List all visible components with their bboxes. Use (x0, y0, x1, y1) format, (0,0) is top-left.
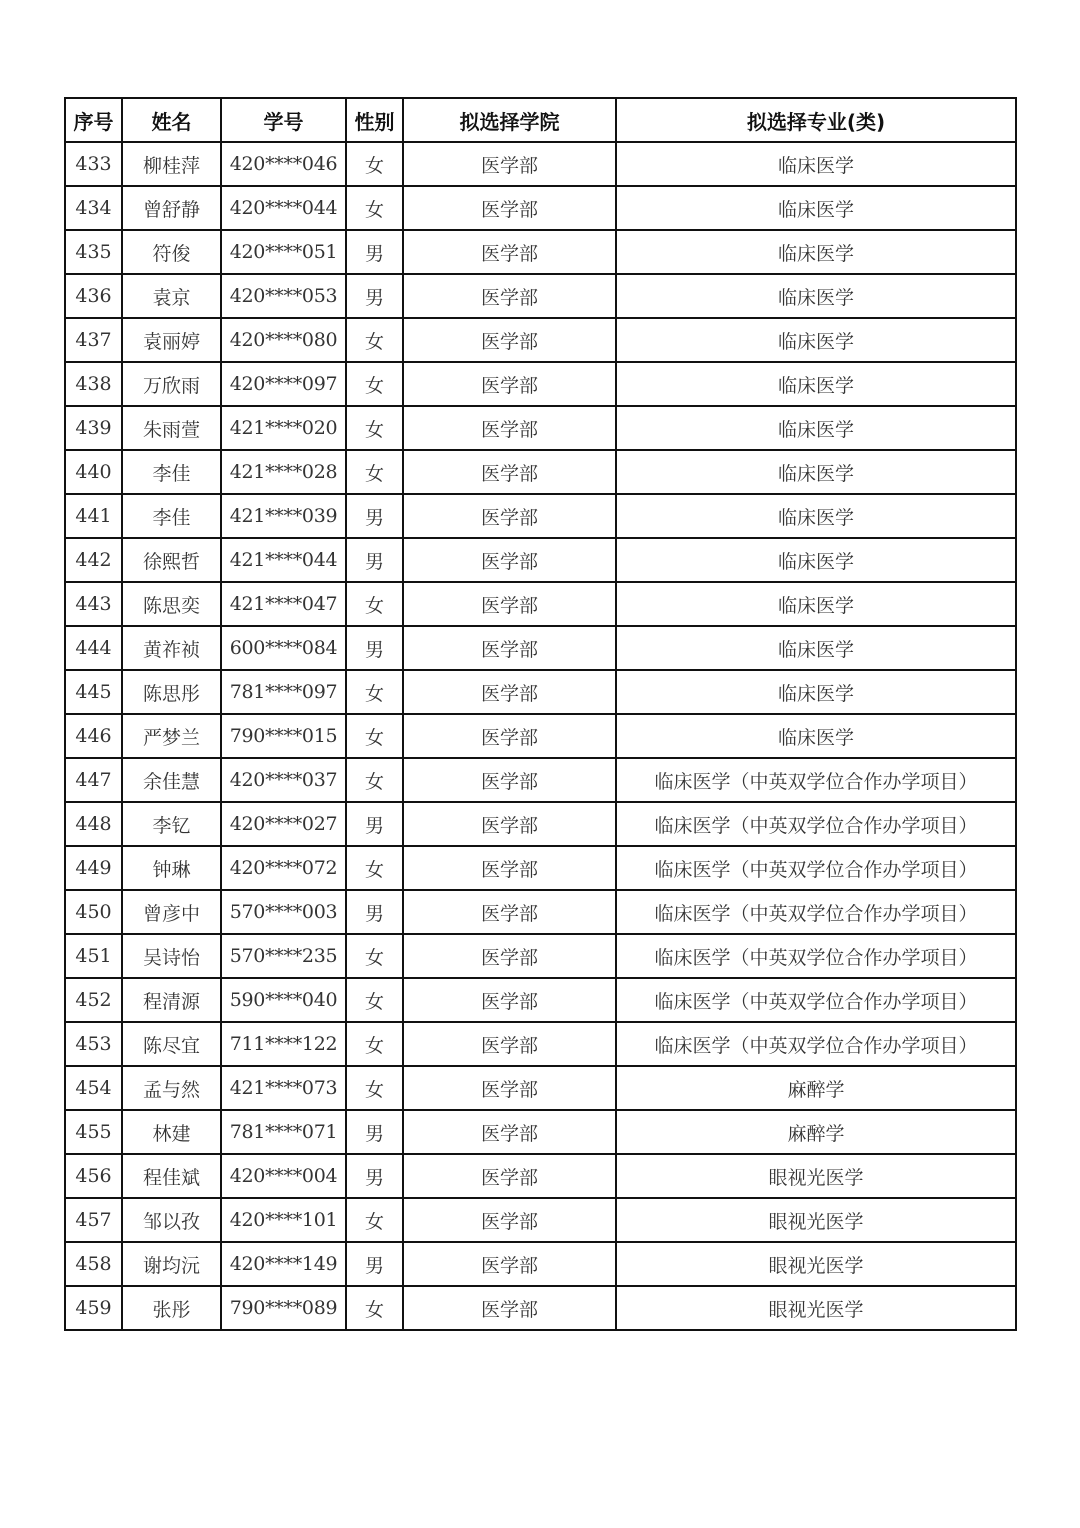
cell-college: 医学部 (403, 274, 616, 318)
cell-student-id: 421****039 (221, 494, 346, 538)
table-row (65, 406, 1016, 450)
cell-gender: 女 (346, 1066, 403, 1110)
cell-major: 临床医学 (616, 626, 1016, 670)
table-row (65, 1242, 1016, 1286)
cell-college: 医学部 (403, 1110, 616, 1154)
cell-name: 李佳 (122, 494, 221, 538)
cell-major: 临床医学 (616, 494, 1016, 538)
cell-index: 458 (65, 1242, 122, 1286)
cell-student-id: 420****046 (221, 142, 346, 186)
cell-student-id: 781****071 (221, 1110, 346, 1154)
table-row (65, 186, 1016, 230)
cell-name: 陈思奕 (122, 582, 221, 626)
table-row (65, 1198, 1016, 1242)
cell-gender: 女 (346, 978, 403, 1022)
cell-college: 医学部 (403, 1286, 616, 1330)
cell-index: 436 (65, 274, 122, 318)
table-row (65, 934, 1016, 978)
cell-index: 448 (65, 802, 122, 846)
cell-student-id: 420****051 (221, 230, 346, 274)
cell-gender: 男 (346, 802, 403, 846)
cell-index: 447 (65, 758, 122, 802)
cell-college: 医学部 (403, 230, 616, 274)
table-row (65, 1154, 1016, 1198)
cell-student-id: 711****122 (221, 1022, 346, 1066)
header-student-id: 学号 (221, 98, 346, 142)
cell-index: 449 (65, 846, 122, 890)
cell-major: 临床医学（中英双学位合作办学项目） (616, 1022, 1016, 1066)
cell-index: 444 (65, 626, 122, 670)
header-gender: 性别 (346, 98, 403, 142)
table-row (65, 494, 1016, 538)
cell-college: 医学部 (403, 186, 616, 230)
cell-index: 459 (65, 1286, 122, 1330)
cell-gender: 女 (346, 758, 403, 802)
table-row (65, 230, 1016, 274)
cell-student-id: 790****015 (221, 714, 346, 758)
cell-college: 医学部 (403, 318, 616, 362)
cell-name: 林建 (122, 1110, 221, 1154)
cell-name: 钟琳 (122, 846, 221, 890)
cell-index: 445 (65, 670, 122, 714)
cell-gender: 男 (346, 1154, 403, 1198)
cell-name: 程清源 (122, 978, 221, 1022)
cell-gender: 女 (346, 714, 403, 758)
cell-name: 余佳慧 (122, 758, 221, 802)
cell-index: 439 (65, 406, 122, 450)
cell-index: 454 (65, 1066, 122, 1110)
cell-student-id: 420****149 (221, 1242, 346, 1286)
cell-major: 临床医学 (616, 362, 1016, 406)
cell-gender: 女 (346, 934, 403, 978)
table-row (65, 890, 1016, 934)
table-row (65, 538, 1016, 582)
cell-college: 医学部 (403, 406, 616, 450)
table-row (65, 274, 1016, 318)
cell-major: 临床医学 (616, 186, 1016, 230)
cell-major: 临床医学 (616, 582, 1016, 626)
header-index: 序号 (65, 98, 122, 142)
cell-major: 临床医学（中英双学位合作办学项目） (616, 978, 1016, 1022)
cell-college: 医学部 (403, 142, 616, 186)
cell-index: 455 (65, 1110, 122, 1154)
cell-student-id: 600****084 (221, 626, 346, 670)
cell-major: 临床医学 (616, 142, 1016, 186)
cell-major: 临床医学（中英双学位合作办学项目） (616, 802, 1016, 846)
cell-major: 眼视光医学 (616, 1198, 1016, 1242)
cell-student-id: 420****072 (221, 846, 346, 890)
cell-college: 医学部 (403, 538, 616, 582)
cell-name: 柳桂萍 (122, 142, 221, 186)
cell-gender: 女 (346, 846, 403, 890)
cell-student-id: 420****101 (221, 1198, 346, 1242)
table-row (65, 670, 1016, 714)
cell-student-id: 420****044 (221, 186, 346, 230)
cell-index: 435 (65, 230, 122, 274)
cell-name: 曾舒静 (122, 186, 221, 230)
cell-gender: 女 (346, 186, 403, 230)
cell-gender: 女 (346, 1198, 403, 1242)
cell-student-id: 420****027 (221, 802, 346, 846)
table-row (65, 318, 1016, 362)
cell-major: 临床医学（中英双学位合作办学项目） (616, 934, 1016, 978)
cell-name: 谢均沅 (122, 1242, 221, 1286)
cell-college: 医学部 (403, 1198, 616, 1242)
cell-major: 临床医学 (616, 274, 1016, 318)
cell-gender: 男 (346, 494, 403, 538)
cell-gender: 男 (346, 230, 403, 274)
cell-index: 434 (65, 186, 122, 230)
cell-index: 450 (65, 890, 122, 934)
cell-major: 临床医学（中英双学位合作办学项目） (616, 890, 1016, 934)
cell-college: 医学部 (403, 802, 616, 846)
cell-gender: 男 (346, 274, 403, 318)
cell-name: 曾彦中 (122, 890, 221, 934)
cell-major: 眼视光医学 (616, 1154, 1016, 1198)
cell-gender: 男 (346, 538, 403, 582)
cell-college: 医学部 (403, 1242, 616, 1286)
table-row (65, 1066, 1016, 1110)
cell-student-id: 420****080 (221, 318, 346, 362)
cell-name: 符俊 (122, 230, 221, 274)
cell-major: 麻醉学 (616, 1066, 1016, 1110)
cell-index: 437 (65, 318, 122, 362)
cell-gender: 女 (346, 362, 403, 406)
cell-gender: 男 (346, 890, 403, 934)
table-row (65, 450, 1016, 494)
cell-student-id: 570****235 (221, 934, 346, 978)
cell-college: 医学部 (403, 670, 616, 714)
cell-gender: 男 (346, 626, 403, 670)
cell-major: 临床医学 (616, 670, 1016, 714)
cell-name: 李佳 (122, 450, 221, 494)
cell-gender: 男 (346, 1242, 403, 1286)
table-row (65, 1110, 1016, 1154)
cell-student-id: 421****044 (221, 538, 346, 582)
cell-gender: 女 (346, 670, 403, 714)
table-row (65, 362, 1016, 406)
cell-name: 程佳斌 (122, 1154, 221, 1198)
cell-index: 441 (65, 494, 122, 538)
cell-college: 医学部 (403, 758, 616, 802)
roster-table (64, 97, 1017, 1331)
cell-gender: 女 (346, 318, 403, 362)
cell-gender: 男 (346, 1110, 403, 1154)
cell-college: 医学部 (403, 1022, 616, 1066)
cell-college: 医学部 (403, 978, 616, 1022)
cell-name: 朱雨萱 (122, 406, 221, 450)
table-row (65, 978, 1016, 1022)
cell-major: 麻醉学 (616, 1110, 1016, 1154)
cell-student-id: 420****037 (221, 758, 346, 802)
cell-name: 万欣雨 (122, 362, 221, 406)
cell-name: 袁丽婷 (122, 318, 221, 362)
table-row (65, 626, 1016, 670)
cell-student-id: 590****040 (221, 978, 346, 1022)
cell-name: 吴诗怡 (122, 934, 221, 978)
cell-student-id: 420****053 (221, 274, 346, 318)
roster-sheet (64, 97, 1015, 1331)
cell-gender: 女 (346, 1022, 403, 1066)
cell-index: 453 (65, 1022, 122, 1066)
table-row (65, 802, 1016, 846)
cell-college: 医学部 (403, 846, 616, 890)
cell-index: 438 (65, 362, 122, 406)
cell-college: 医学部 (403, 626, 616, 670)
table-header-row (65, 98, 1016, 142)
cell-major: 眼视光医学 (616, 1286, 1016, 1330)
cell-index: 446 (65, 714, 122, 758)
cell-index: 433 (65, 142, 122, 186)
cell-student-id: 570****003 (221, 890, 346, 934)
cell-index: 457 (65, 1198, 122, 1242)
cell-college: 医学部 (403, 450, 616, 494)
cell-student-id: 421****047 (221, 582, 346, 626)
table-row (65, 1286, 1016, 1330)
cell-college: 医学部 (403, 890, 616, 934)
cell-name: 徐熙哲 (122, 538, 221, 582)
cell-major: 临床医学 (616, 318, 1016, 362)
header-major: 拟选择专业(类) (616, 98, 1016, 142)
table-row (65, 1022, 1016, 1066)
cell-college: 医学部 (403, 1154, 616, 1198)
cell-major: 临床医学 (616, 406, 1016, 450)
cell-name: 孟与然 (122, 1066, 221, 1110)
cell-student-id: 421****073 (221, 1066, 346, 1110)
table-row (65, 714, 1016, 758)
cell-index: 443 (65, 582, 122, 626)
cell-major: 临床医学 (616, 714, 1016, 758)
cell-college: 医学部 (403, 1066, 616, 1110)
cell-name: 陈思彤 (122, 670, 221, 714)
table-body (65, 142, 1016, 1330)
cell-gender: 女 (346, 142, 403, 186)
header-college: 拟选择学院 (403, 98, 616, 142)
cell-index: 440 (65, 450, 122, 494)
cell-name: 邹以孜 (122, 1198, 221, 1242)
cell-name: 袁京 (122, 274, 221, 318)
cell-college: 医学部 (403, 934, 616, 978)
cell-student-id: 420****004 (221, 1154, 346, 1198)
cell-student-id: 790****089 (221, 1286, 346, 1330)
cell-major: 临床医学 (616, 230, 1016, 274)
table-row (65, 758, 1016, 802)
cell-name: 黄祚祯 (122, 626, 221, 670)
cell-major: 眼视光医学 (616, 1242, 1016, 1286)
cell-college: 医学部 (403, 362, 616, 406)
cell-student-id: 420****097 (221, 362, 346, 406)
cell-major: 临床医学（中英双学位合作办学项目） (616, 758, 1016, 802)
cell-name: 严梦兰 (122, 714, 221, 758)
cell-major: 临床医学（中英双学位合作办学项目） (616, 846, 1016, 890)
cell-gender: 女 (346, 1286, 403, 1330)
cell-major: 临床医学 (616, 538, 1016, 582)
header-name: 姓名 (122, 98, 221, 142)
cell-college: 医学部 (403, 582, 616, 626)
table-row (65, 142, 1016, 186)
cell-gender: 女 (346, 450, 403, 494)
cell-college: 医学部 (403, 494, 616, 538)
cell-index: 442 (65, 538, 122, 582)
table-row (65, 582, 1016, 626)
cell-major: 临床医学 (616, 450, 1016, 494)
cell-name: 张彤 (122, 1286, 221, 1330)
cell-student-id: 421****028 (221, 450, 346, 494)
table-row (65, 846, 1016, 890)
cell-index: 452 (65, 978, 122, 1022)
cell-name: 陈尽宜 (122, 1022, 221, 1066)
cell-index: 456 (65, 1154, 122, 1198)
cell-name: 李钇 (122, 802, 221, 846)
cell-gender: 女 (346, 406, 403, 450)
cell-student-id: 421****020 (221, 406, 346, 450)
cell-student-id: 781****097 (221, 670, 346, 714)
cell-college: 医学部 (403, 714, 616, 758)
cell-index: 451 (65, 934, 122, 978)
cell-gender: 女 (346, 582, 403, 626)
